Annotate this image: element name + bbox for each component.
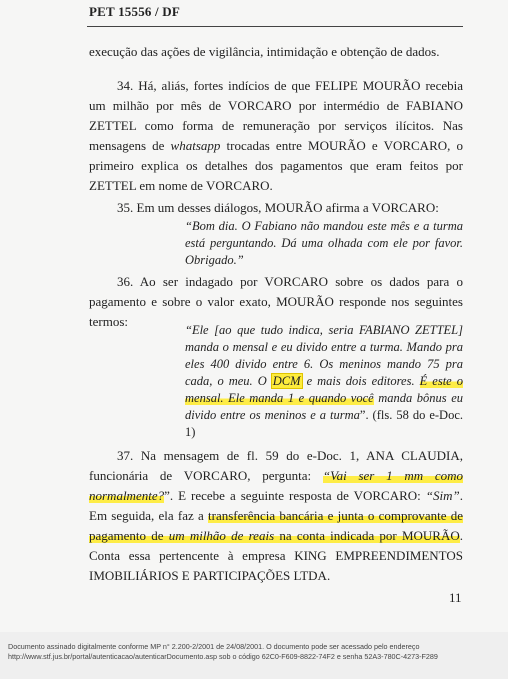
- quote-36-citation: ”. (fls. 58 do e-Doc. 1): [185, 408, 463, 439]
- quote-35: [185, 218, 463, 269]
- page-header: PET 15556 / DF: [89, 4, 181, 19]
- paragraph-37-text-e: . Em seguida, ela faz a: [89, 488, 463, 523]
- paragraph-37: [89, 446, 463, 586]
- paragraph-37-text-c: ”. E recebe a seguinte resposta de VORCARO:: [164, 488, 426, 503]
- paragraph-continuation: [89, 42, 463, 62]
- paragraph-37-amount-highlight: um milhão de reais: [168, 528, 275, 543]
- footer-line-1: Documento assinado digitalmente conforme MP n° 2.200-2/2001 de 24/08/2001. O documento pode ser acessado pelo endereço: [8, 642, 420, 651]
- quote-36-dcm-highlight: DCM: [272, 374, 301, 388]
- paragraph-35: [89, 198, 463, 218]
- header-divider: [87, 26, 463, 27]
- paragraph-37-text-a: 37. Na mensagem de fl. 59 do e-Doc. 1, ANA CLAUDIA, funcionária de VORCARO, pergunta:: [89, 448, 463, 483]
- paragraph-34: [89, 76, 463, 196]
- paragraph-text: execução das ações de vigilância, intimidação e obtenção de dados.: [89, 44, 440, 59]
- paragraph-37-text-i: . Conta essa pertencente à empresa KING EMPREENDIMENTOS IMOBILIÁRIOS E PARTICIPAÇÕES LTDA.: [89, 528, 463, 583]
- quote-36-part1: “Ele [ao que tudo indica, seria FABIANO ZETTEL] manda o mensal e eu divido entre a turma. Mando pra eles 400 divido entre 6. Os meninos mando 75 pra cada, o meu. O: [185, 323, 463, 388]
- signature-footer: [8, 642, 504, 662]
- paragraph-37-transfer-highlight: transferência bancária e junta o comprovante de pagamento de: [89, 508, 463, 543]
- paragraph-37-question-highlight: “Vai ser 1 mm como normalmente?: [89, 468, 464, 503]
- quote-35-text: “Bom dia. O Fabiano não mandou este mês e a turma está perguntando. Dá uma olhada com ele por favor. Obrigado.”: [185, 219, 463, 267]
- page-number: 11: [449, 590, 462, 605]
- paragraph-36-text: 36. Ao ser indagado por VORCARO sobre os dados para o pagamento e sobre o valor exato, MOURÃO responde nos seguintes termos:: [89, 274, 463, 329]
- footer-line-2: http://www.stf.jus.br/portal/autenticacao/autenticarDocumento.asp sob o código 62C0-F609-8822-74F2 e senha 52A3-780C-4273-F289: [8, 652, 438, 661]
- paragraph-34-text-a: 34. Há, aliás, fortes indícios de que FELIPE MOURÃO recebia um milhão por mês de VORCARO por intermédio de FABIANO ZETTEL como forma de remuneração por serviços ilícitos. Nas mensagens de: [89, 78, 463, 153]
- paragraph-35-text: 35. Em um desses diálogos, MOURÃO afirma a VORCARO:: [117, 200, 439, 215]
- quote-36: [185, 322, 463, 441]
- quote-36-part3: e mais dois editores.: [301, 374, 420, 388]
- quote-36-part5: manda bônus eu divido entre os meninos e a turma: [185, 391, 463, 422]
- paragraph-34-text-c: trocadas entre MOURÃO e VORCARO, o primeiro explica os detalhes dos pagamentos que eram feitos por ZETTEL em nome de VORCARO.: [89, 138, 463, 193]
- quote-36-highlight: É este o mensal. Ele manda 1 e quando você: [185, 374, 463, 405]
- paragraph-37-sim: “Sim”: [425, 488, 460, 503]
- paragraph-34-whatsapp: whatsapp: [170, 138, 221, 153]
- paragraph-37-account-highlight: na conta indicada por MOURÃO: [274, 528, 460, 543]
